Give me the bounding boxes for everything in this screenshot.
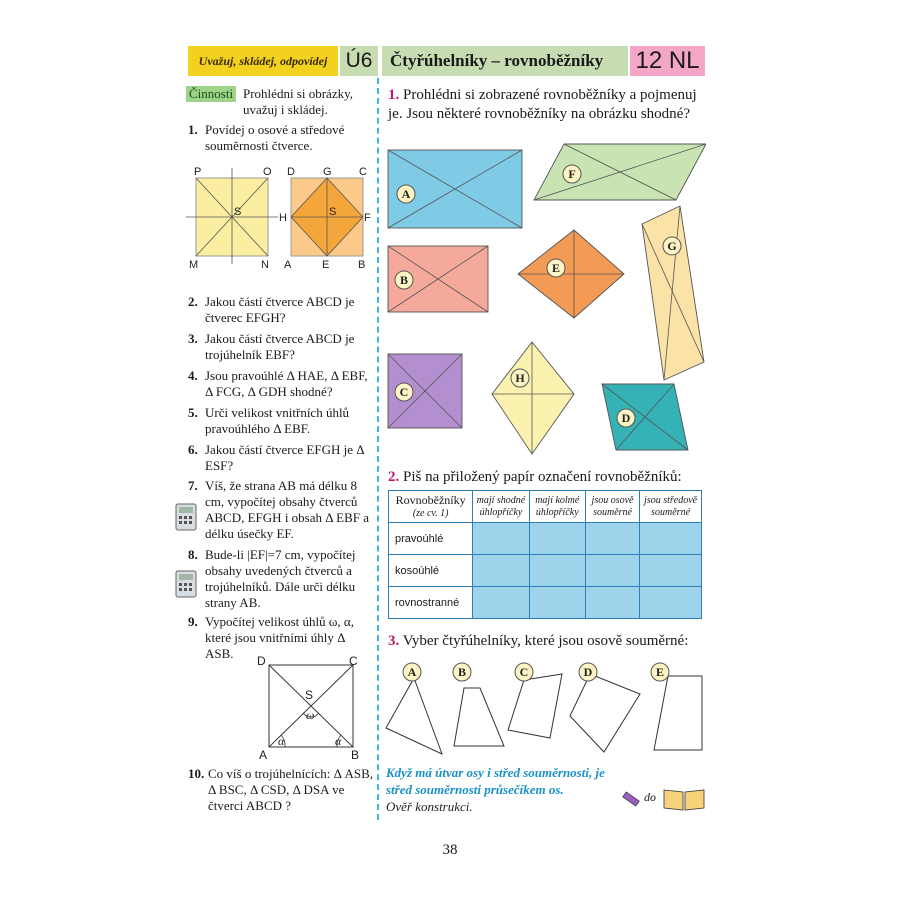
fig2-label-s: S [329,206,337,218]
question-text: Povídej o osové a středové souměrnosti čtverce. [205,122,345,153]
table-corner [389,491,473,523]
row-label: kosoúhlé [389,555,473,587]
quadrilaterals-figure [384,658,706,758]
exercise-number: 2. [388,469,400,485]
table-corner-sub: (ze cv. 1) [412,507,449,519]
question-number: 5. [188,405,198,420]
table-header: jsou osově souměrné [585,491,639,523]
header-section-label: Uvažuj, skládej, odpovídej [188,46,338,76]
fig3-label-d: D [257,654,266,668]
question-10 [188,766,374,832]
shape-label-d: D [621,411,631,425]
fig3-alpha-right: α [335,734,342,748]
question-number: 6. [188,442,198,457]
quad-label-c: C [519,665,529,679]
row-label: pravoúhlé [389,523,473,555]
table-cell[interactable] [529,523,585,555]
question-number: 10. [188,766,205,781]
fig3-label-s: S [305,688,314,702]
parallelogram-table [388,490,702,619]
question-text: Co víš o trojúhelnících: Δ ASB, Δ BSC, Δ CSD, Δ DSA ve čtverci ABCD ? [208,766,374,813]
shape-label-g: G [667,239,677,253]
question-number: 1. [188,122,198,137]
fig1-label-o: O [263,166,272,178]
exercise-3 [388,632,706,651]
quad-d [570,674,640,752]
question-number: 8. [188,547,198,562]
fig2-label-b: B [358,259,366,271]
question-number: 7. [188,478,198,493]
question-8 [188,547,374,613]
square-asb-figure [255,653,370,761]
fig3-label-c: C [349,654,358,668]
fig3-alpha-left: α [278,734,285,748]
quad-e [654,676,702,750]
fig1-label-s: S [234,206,242,218]
question-text: Jakou částí čtverce EFGH je Δ ESF? [205,442,364,473]
header-code: Ú6 [340,46,378,76]
fig2-label-e: E [322,259,330,271]
quad-label-b: B [457,665,467,679]
question-number: 9. [188,614,198,629]
table-corner-title: Rovnoběžníky [395,492,466,507]
fig1-label-m: M [189,259,199,271]
fig3-label-a: A [259,748,268,761]
question-4 [188,368,374,400]
table-cell[interactable] [529,587,585,619]
table-cell[interactable] [529,555,585,587]
question-text: Bude-li |EF|=7 cm, vypočítej obsahy uvedených čtverců a trojúhelníků. Dále urči délku strany AB. [205,547,356,610]
table-header: mají shodné úhlopříčky [473,491,529,523]
fig3-omega: ω [306,708,315,722]
table-header: jsou středově souměrné [640,491,702,523]
tip-text: Když má útvar osy i střed souměrnosti, je střed souměrnosti průsečíkem os. [386,765,605,797]
parallelograms-figure [384,138,706,456]
shape-label-h: H [515,371,525,385]
table-cell[interactable] [585,555,639,587]
question-text: Urči velikost vnitřních úhlů pravoúhlého Δ EBF. [205,405,350,436]
table-row [389,555,702,587]
pencil-icon [620,790,642,810]
question-text: Jakou částí čtverce ABCD je čtverec EFGH? [205,294,355,325]
question-5 [188,405,374,437]
fig1-label-n: N [261,259,269,271]
quad-label-a: A [407,665,417,679]
exercise-1 [388,86,706,124]
question-number: 2. [188,294,198,309]
fig2-label-d: D [287,166,295,178]
fig2-label-g: G [323,166,332,178]
tip-instruction: Ověř konstrukci. [386,799,473,814]
shape-label-e: E [551,261,561,275]
fig2-label-f: F [364,212,371,224]
page-title: Čtyřúhelníky – rovnoběžníky [382,46,628,76]
table-cell[interactable] [585,587,639,619]
question-1 [188,122,374,158]
table-cell[interactable] [473,555,529,587]
page-number: 38 [442,842,458,858]
tip-note [386,764,616,815]
question-text: Víš, že strana AB má délku 8 cm, vypočítej obsahy čtverců ABCD, EFGH i obsah Δ EBF a délku úsečky EF. [205,478,370,541]
do-label: do [644,790,656,804]
exercise-text: Piš na přiložený papír označení rovnoběžníků: [403,469,682,485]
shape-label-f: F [568,167,576,181]
fig1-label-p: P [194,166,202,178]
exercise-text: Prohlédni si zobrazené rovnoběžníky a pojmenuj je. Jsou některé rovnoběžníky na obrázku shodné? [388,87,697,122]
table-row [389,587,702,619]
table-header: mají kolmé úhlopříčky [529,491,585,523]
table-cell[interactable] [640,523,702,555]
table-cell[interactable] [473,587,529,619]
shape-label-c: C [399,385,409,399]
table-cell[interactable] [640,587,702,619]
fig3-label-b: B [351,748,360,761]
question-text: Vypočítej velikost úhlů ω, α, které jsou vnitřními úhly Δ ASB. [205,614,354,661]
question-number: 3. [188,331,198,346]
table-cell[interactable] [640,555,702,587]
quad-b [454,688,504,746]
question-number: 4. [188,368,198,383]
table-cell[interactable] [473,523,529,555]
question-6 [188,442,374,474]
fig2-label-h: H [279,212,287,224]
table-cell[interactable] [585,523,639,555]
table-row [389,523,702,555]
question-text: Jakou částí čtverce ABCD je trojúhelník EBF? [205,331,355,362]
exercise-text: Vyber čtyřúhelníky, které jsou osově souměrné: [402,633,689,649]
notebook-reference [620,784,706,814]
quad-c [508,674,562,738]
shape-label-b: B [399,273,409,287]
question-3 [188,331,374,363]
activity-label: Činnosti [186,86,236,102]
header-badge: 12 NL [630,46,705,76]
notebook-icon [662,786,706,812]
quad-label-d: D [583,665,593,679]
shape-h [492,342,574,454]
question-text: Jsou pravoúhlé Δ HAE, Δ EBF, Δ FCG, Δ GDH shodné? [205,368,368,399]
fig2-label-a: A [284,259,292,271]
question-7 [188,478,374,544]
exercise-2 [388,468,706,487]
row-label: rovnostranné [389,587,473,619]
exercise-number: 3. [388,633,400,649]
quad-a [386,678,442,754]
squares-figure [186,164,378,272]
shape-label-a: A [401,187,411,201]
fig2-label-c: C [359,166,367,178]
question-2 [188,294,374,326]
quad-label-e: E [655,665,665,679]
activity-intro: Prohlédni si obrázky, uvažuj i skládej. [243,86,353,117]
exercise-number: 1. [388,87,400,103]
